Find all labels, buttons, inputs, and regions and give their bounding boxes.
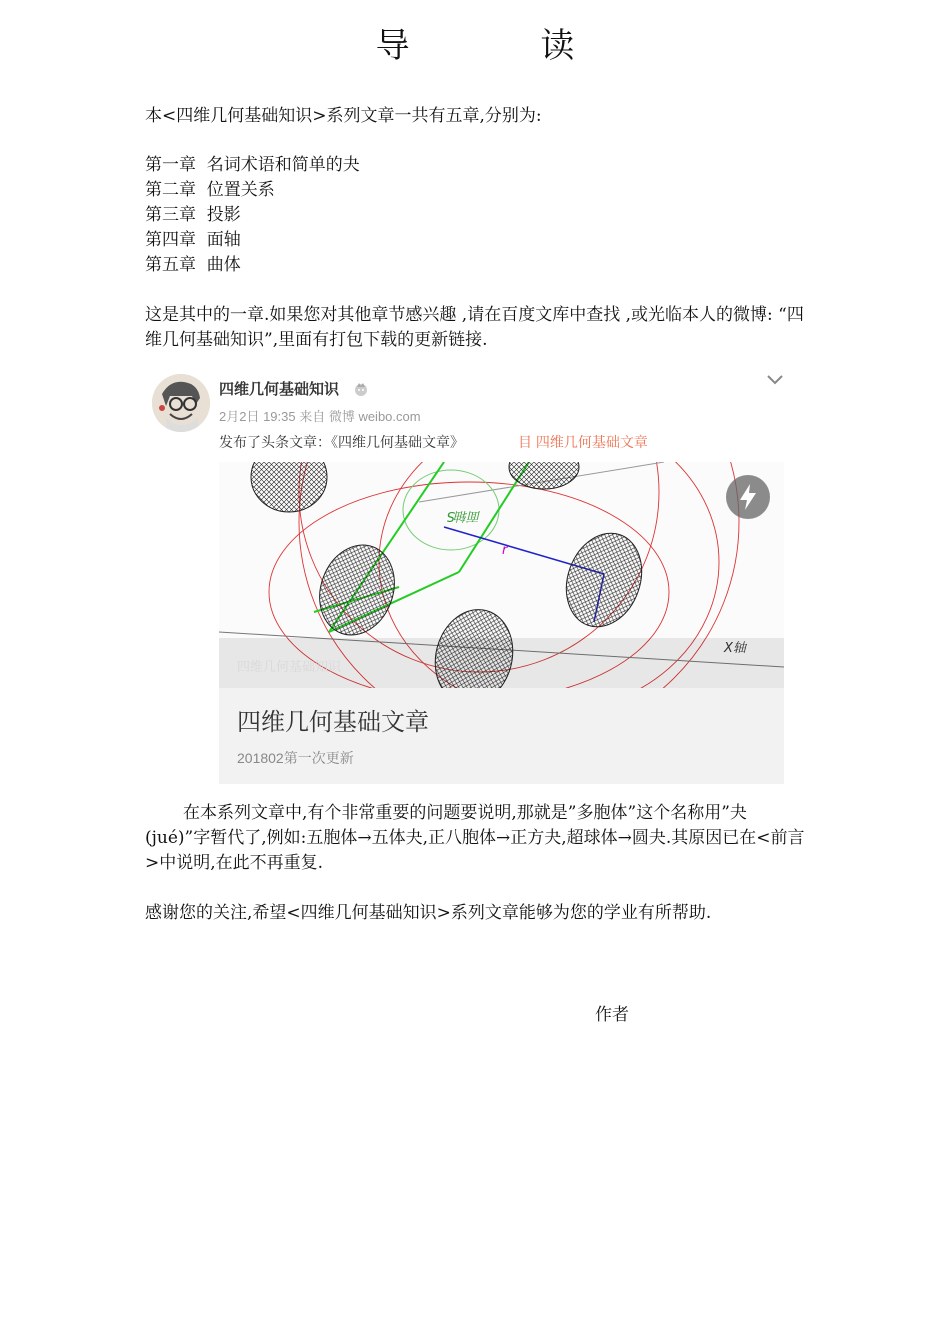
- four-dim-figure: [219, 462, 784, 688]
- weibo-meta: 2月2日 19:35 来自 微博 weibo.com: [219, 409, 421, 424]
- info-paragraph: 这是其中的一章.如果您对其他章节感兴趣 ,请在百度文库中查找 ,或光临本人的微博: “四维几何基础知识”,里面有打包下载的更新链接.: [145, 305, 804, 350]
- chapter-list: [145, 153, 810, 278]
- article-title: 四维几何基础文章: [237, 709, 429, 736]
- radius-label: r: [502, 543, 508, 558]
- plane-axis-label: 面轴S: [446, 508, 481, 523]
- weibo-post-text: 发布了头条文章：《四维几何基础文章》: [219, 434, 464, 450]
- thanks-paragraph: 感谢您的关注,希望<四维几何基础知识>系列文章能够为您的学业有所帮助.: [145, 903, 712, 923]
- cover-caption: 四维几何基础知识: [237, 659, 342, 674]
- chapter-item: 第四章 面轴: [145, 230, 241, 250]
- article-preview[interactable]: [219, 688, 784, 784]
- verified-badge-icon: [353, 381, 369, 397]
- avatar[interactable]: [152, 374, 210, 432]
- chapter-item: 第二章 位置关系: [145, 180, 275, 200]
- weibo-username[interactable]: 四维几何基础知识: [219, 381, 340, 398]
- intro-paragraph: 本<四维几何基础知识>系列文章一共有五章,分别为:: [145, 106, 542, 126]
- note-paragraph: 在本系列文章中,有个非常重要的问题要说明,那就是”多胞体”这个名称用”夬(jué)”字暂代了,例如:五胞体→五体夬,正八胞体→正方夬,超球体→圆夬.其原因已在<前言>中说明,在此不再重复.: [145, 803, 805, 873]
- x-axis-label: X轴: [724, 641, 746, 656]
- flash-icon[interactable]: [725, 474, 771, 520]
- chapter-item: 第三章 投影: [145, 205, 241, 225]
- chapter-item: 第一章 名词术语和简单的夬: [145, 155, 360, 175]
- weibo-article-link[interactable]: 目 四维几何基础文章: [518, 434, 648, 450]
- article-cover-image[interactable]: [219, 462, 784, 688]
- weibo-card[interactable]: [145, 366, 805, 786]
- chapter-item: 第五章 曲体: [145, 255, 241, 275]
- author-signature: 作者: [595, 1005, 629, 1025]
- chevron-down-icon[interactable]: [765, 372, 785, 388]
- page-title: 导 读: [375, 26, 635, 66]
- article-subtitle: 201802第一次更新: [237, 750, 354, 766]
